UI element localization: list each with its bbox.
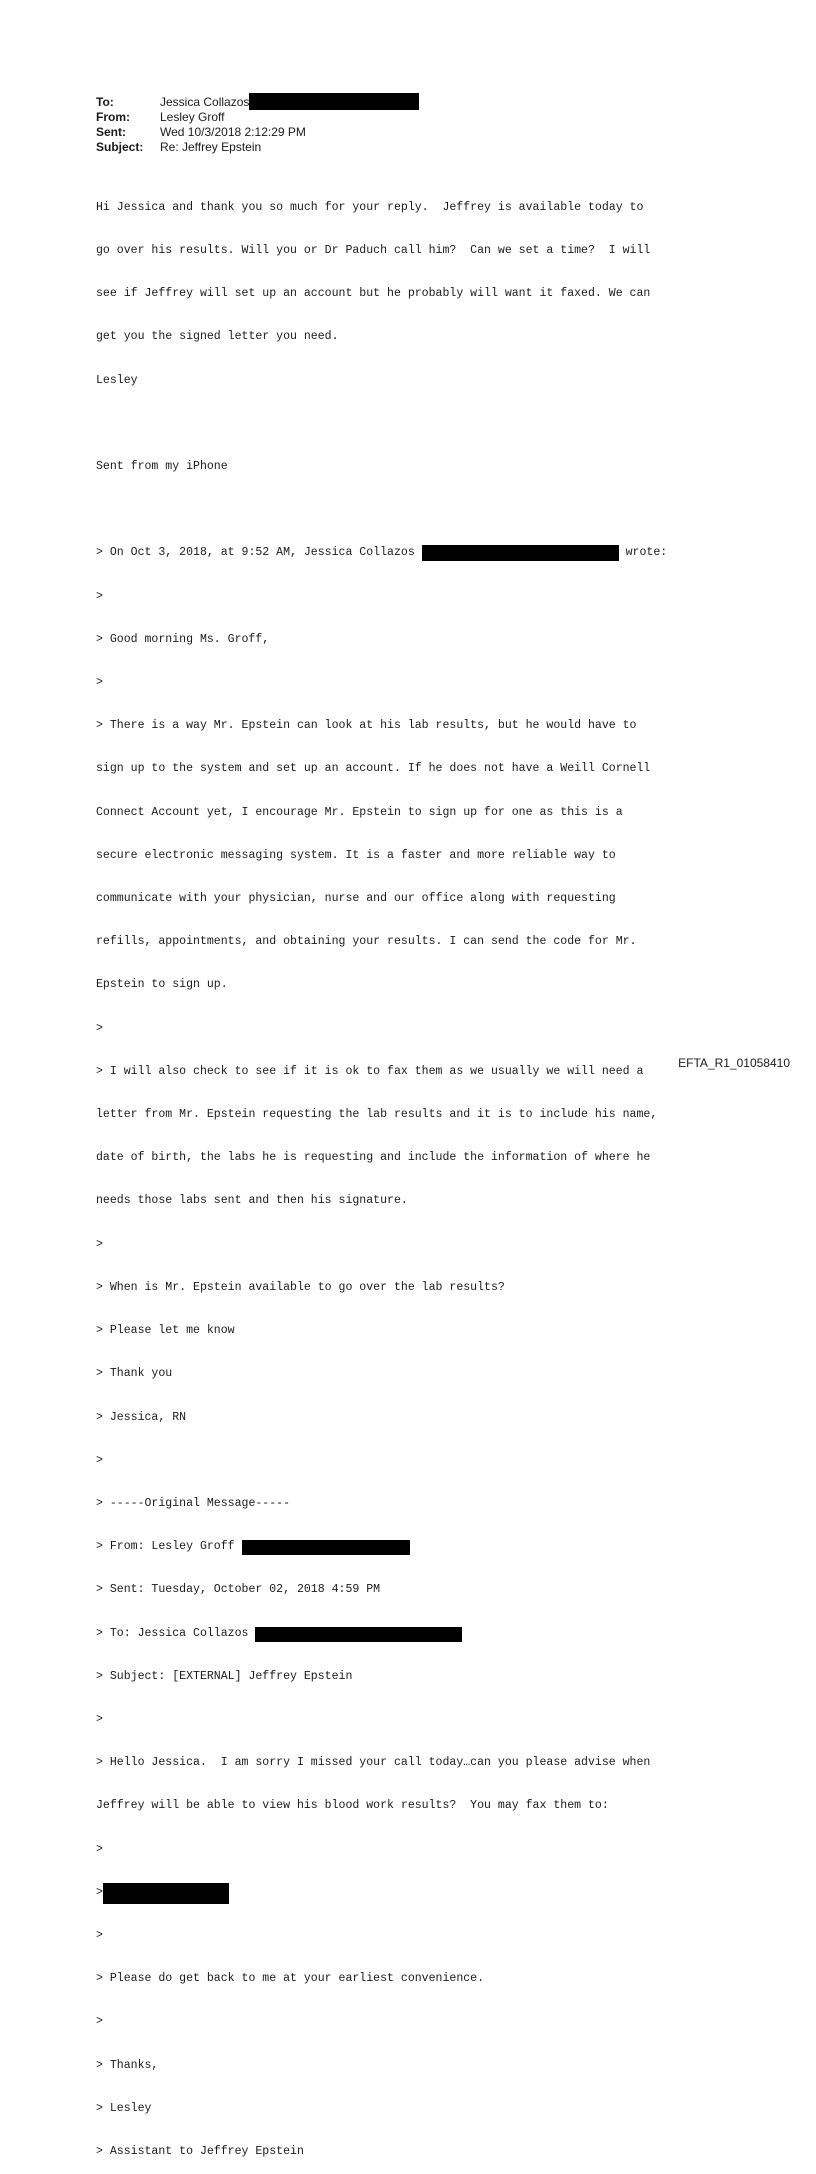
redaction-box [422, 545, 619, 561]
quote-wrote [619, 546, 626, 559]
body-line: > Thanks, [96, 2058, 159, 2072]
email-header [96, 95, 419, 155]
sent-row [96, 125, 419, 140]
body-line: > [96, 1021, 103, 1035]
from-value: Lesley Groff [160, 110, 225, 124]
redaction-box [103, 1883, 229, 1904]
from-row [96, 110, 419, 125]
body-line: secure electronic messaging system. It is a faster and more reliable way to [96, 848, 616, 862]
to-row [96, 95, 419, 110]
body-line: Connect Account yet, I encourage Mr. Epstein to sign up for one as this is a [96, 805, 623, 819]
quote-header-line [96, 546, 736, 560]
body-line: sign up to the system and set up an account. If he does not have a Weill Cornell [96, 762, 651, 776]
body-line: get you the signed letter you need. [96, 330, 339, 344]
body-line: > Hello Jessica. I am sorry I missed your call today…can you please advise when [96, 1756, 651, 1770]
body-line: date of birth, the labs he is requesting and include the information of where he [96, 1151, 651, 1165]
quoted-to-line [96, 1627, 736, 1641]
body-line: > When is Mr. Epstein available to go over the lab results? [96, 1280, 505, 1294]
body-line: > [96, 589, 103, 603]
body-line: Sent from my iPhone [96, 460, 228, 474]
subject-row [96, 140, 419, 155]
body-line: > [96, 1712, 103, 1726]
body-line: > Sent: Tuesday, October 02, 2018 4:59 PM [96, 1583, 381, 1597]
redaction-box [242, 1540, 410, 1555]
redaction-box [255, 1627, 462, 1642]
body-line: > Please let me know [96, 1324, 235, 1338]
quote-wrote-suffix: wrote: [625, 546, 668, 560]
body-line [96, 417, 736, 431]
body-line: Hi Jessica and thank you so much for your reply. Jeffrey is available today to [96, 200, 644, 214]
body-line: > [96, 1453, 103, 1467]
fax-number-line [96, 1886, 736, 1900]
body-line: > [96, 1237, 103, 1251]
to-value [160, 95, 419, 110]
body-line: Epstein to sign up. [96, 978, 228, 992]
sent-value: Wed 10/3/2018 2:12:29 PM [160, 125, 306, 139]
body-line: refills, appointments, and obtaining your results. I can send the code for Mr. [96, 935, 637, 949]
redaction-box [249, 93, 419, 110]
body-line: > Please do get back to me at your earliest convenience. [96, 1972, 485, 1986]
body-line [96, 503, 736, 517]
body-line: see if Jeffrey will set up an account but he probably will want it faxed. We can [96, 287, 651, 301]
body-line: > [96, 676, 103, 690]
body-line: > I will also check to see if it is ok to fax them as we usually we will need a [96, 1064, 644, 1078]
body-line: needs those labs sent and then his signature. [96, 1194, 408, 1208]
subject-value: Re: Jeffrey Epstein [160, 140, 262, 154]
to-name: Jessica Collazos [160, 95, 250, 109]
document-id: EFTA_R1_01058410 [678, 1056, 790, 1070]
body-line: communicate with your physician, nurse and our office along with requesting [96, 892, 616, 906]
body-line: > There is a way Mr. Epstein can look at his lab results, but he would have to [96, 719, 637, 733]
body-line: > Jessica, RN [96, 1410, 187, 1424]
body-line: > [96, 2015, 103, 2029]
quote-header-text: > On Oct 3, 2018, at 9:52 AM, Jessica Collazos [96, 546, 422, 560]
subject-label: Subject: [96, 140, 144, 154]
fax-number-prefix: > [96, 1885, 103, 1899]
body-line: go over his results. Will you or Dr Paduch call him? Can we set a time? I will [96, 244, 651, 258]
body-line: > Lesley [96, 2101, 152, 2115]
to-label: To: [96, 95, 114, 109]
quoted-to-text: > To: Jessica Collazos [96, 1626, 256, 1640]
body-line: > -----Original Message----- [96, 1496, 291, 1510]
email-body [96, 172, 736, 2174]
quoted-from-text: > From: Lesley Groff [96, 1540, 242, 1554]
body-line: > [96, 1928, 103, 1942]
sent-label: Sent: [96, 125, 126, 139]
from-label: From: [96, 110, 130, 124]
body-line: letter from Mr. Epstein requesting the lab results and it is to include his name, [96, 1108, 658, 1122]
body-line: > Assistant to Jeffrey Epstein [96, 2144, 304, 2158]
body-line: > [96, 1842, 103, 1856]
body-line: > Good morning Ms. Groff, [96, 632, 270, 646]
body-line: Lesley [96, 373, 138, 387]
body-line: Jeffrey will be able to view his blood work results? You may fax them to: [96, 1799, 609, 1813]
body-line: > Thank you [96, 1367, 173, 1381]
quoted-from-line [96, 1540, 736, 1554]
body-line: > Subject: [EXTERNAL] Jeffrey Epstein [96, 1669, 353, 1683]
